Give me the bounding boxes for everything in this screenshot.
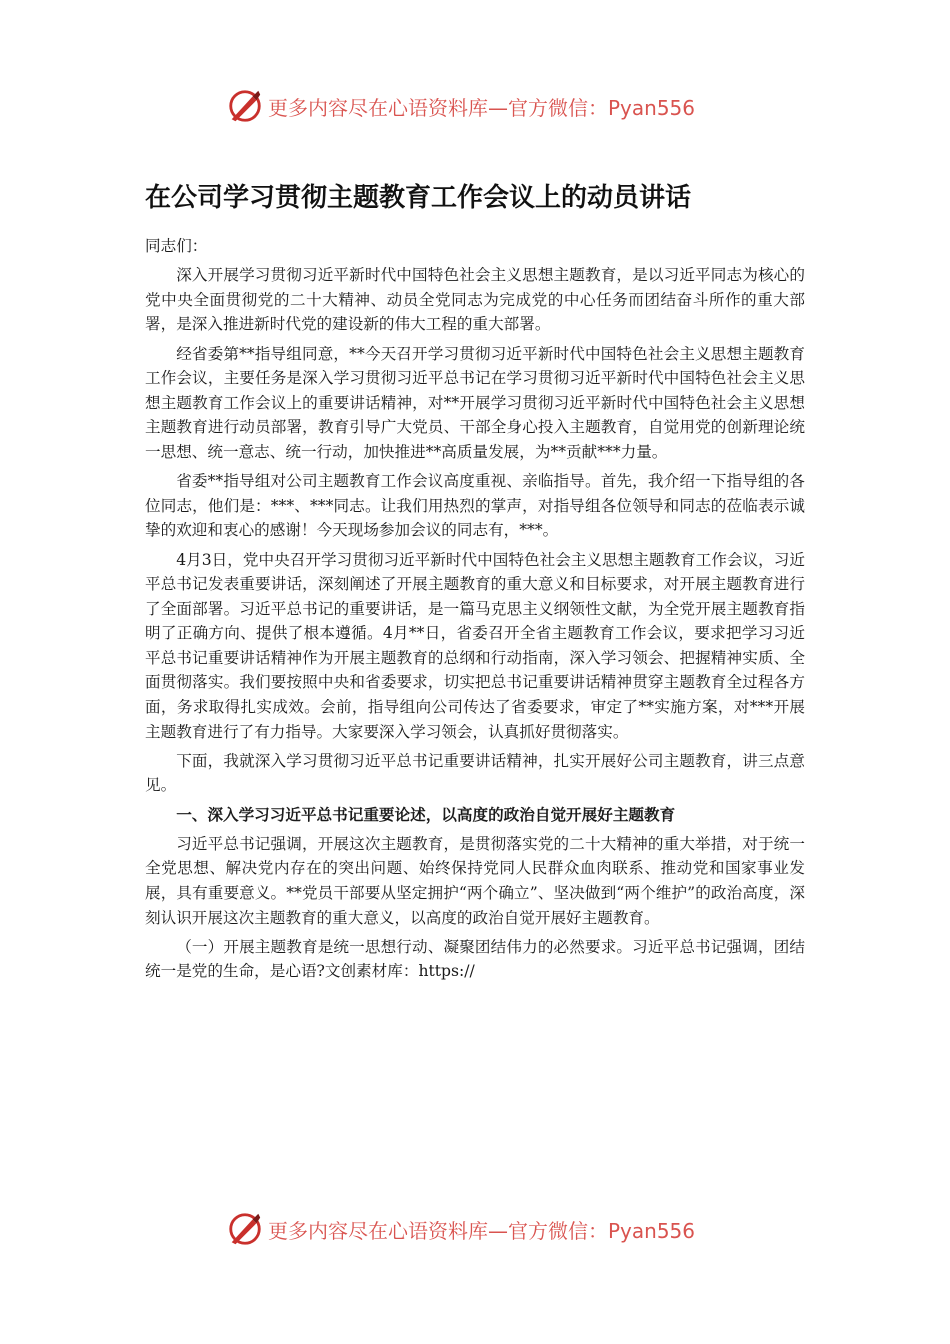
paragraph-6: 习近平总书记强调，开展这次主题教育，是贯彻落实党的二十大精神的重大举措，对于统一全党思想、解决党内存在的突出问题、始终保持党同人民群众血肉联系、推动党和国家事业发展，具有重要意义。**党员干部要从坚定拥护“两个确立”、坚决做到“两个维护”的政治高度，深刻认识开展这次主题教育的重大意义，以高度的政治自觉开展好主题教育。 — [145, 834, 805, 927]
footer-watermark-banner — [226, 1209, 695, 1249]
section-heading-1: 一、深入学习习近平总书记重要论述，以高度的政治自觉开展好主题教育 — [176, 804, 676, 824]
banner-text: 更多内容尽在心语资料库—官方微信：Pyan556 — [268, 1218, 696, 1243]
document-body — [145, 234, 805, 989]
paragraph-5: 下面，我就深入学习贯彻习近平总书记重要讲话精神，扎实开展好公司主题教育，讲三点意见。 — [145, 751, 805, 795]
paragraph-3: 省委**指导组对公司主题教育工作会议高度重视、亲临指导。首先，我介绍一下指导组的各位同志，他们是：***、***同志。让我们用热烈的掌声，对指导组各位领导和同志的莅临表示诚挚的欢迎和衷心的感谢！今天现场参加会议的同志有，***。 — [145, 472, 805, 540]
pen-logo-icon — [226, 1210, 264, 1248]
paragraph-2: 经省委第**指导组同意，**今天召开学习贯彻习近平新时代中国特色社会主义思想主题教育工作会议，主要任务是深入学习贯彻习近平总书记在学习贯彻习近平新时代中国特色社会主义思想主题教育工作会议上的重要讲话精神，对**开展学习贯彻习近平新时代中国特色社会主义思想主题教育进行动员部署，教育引导广大党员、干部全身心投入主题教育，自觉用党的创新理论统一思想、统一意志、统一行动，加快推进**高质量发展，为**贡献***力量。 — [145, 344, 805, 461]
subsection-1: （一）开展主题教育是统一思想行动、凝聚团结伟力的必然要求。习近平总书记强调，团结统一是党的生命，是心语?文创素材库：https:// — [145, 937, 805, 981]
banner-text: 更多内容尽在心语资料库—官方微信：Pyan556 — [268, 95, 696, 120]
pen-logo-icon — [226, 87, 264, 125]
document-title: 在公司学习贯彻主题教育工作会议上的动员讲话 — [145, 183, 692, 213]
header-watermark-banner — [226, 86, 695, 126]
paragraph-1: 深入开展学习贯彻习近平新时代中国特色社会主义思想主题教育，是以习近平同志为核心的党中央全面贯彻党的二十大精神、动员全党同志为完成党的中心任务而团结奋斗所作的重大部署，是深入推进新时代党的建设新的伟大工程的重大部署。 — [145, 266, 805, 334]
greeting: 同志们： — [145, 237, 208, 255]
paragraph-4: 4月3日，党中央召开学习贯彻习近平新时代中国特色社会主义思想主题教育工作会议，习近平总书记发表重要讲话，深刻阐述了开展主题教育的重大意义和目标要求，对开展主题教育进行了全面部署。习近平总书记的重要讲话，是一篇马克思主义纲领性文献，为全党开展主题教育指明了正确方向、提供了根本遵循。4月**日，省委召开全省主题教育工作会议，要求把学习习近平总书记重要讲话精神作为开展主题教育的总纲和行动指南，深入学习领会、把握精神实质、全面贯彻落实。我们要按照中央和省委要求，切实把总书记重要讲话精神贯穿主题教育全过程各方面，务求取得扎实成效。会前，指导组向公司传达了省委要求，审定了**实施方案，对***开展主题教育进行了有力指导。大家要深入学习领会，认真抓好贯彻落实。 — [145, 550, 805, 741]
